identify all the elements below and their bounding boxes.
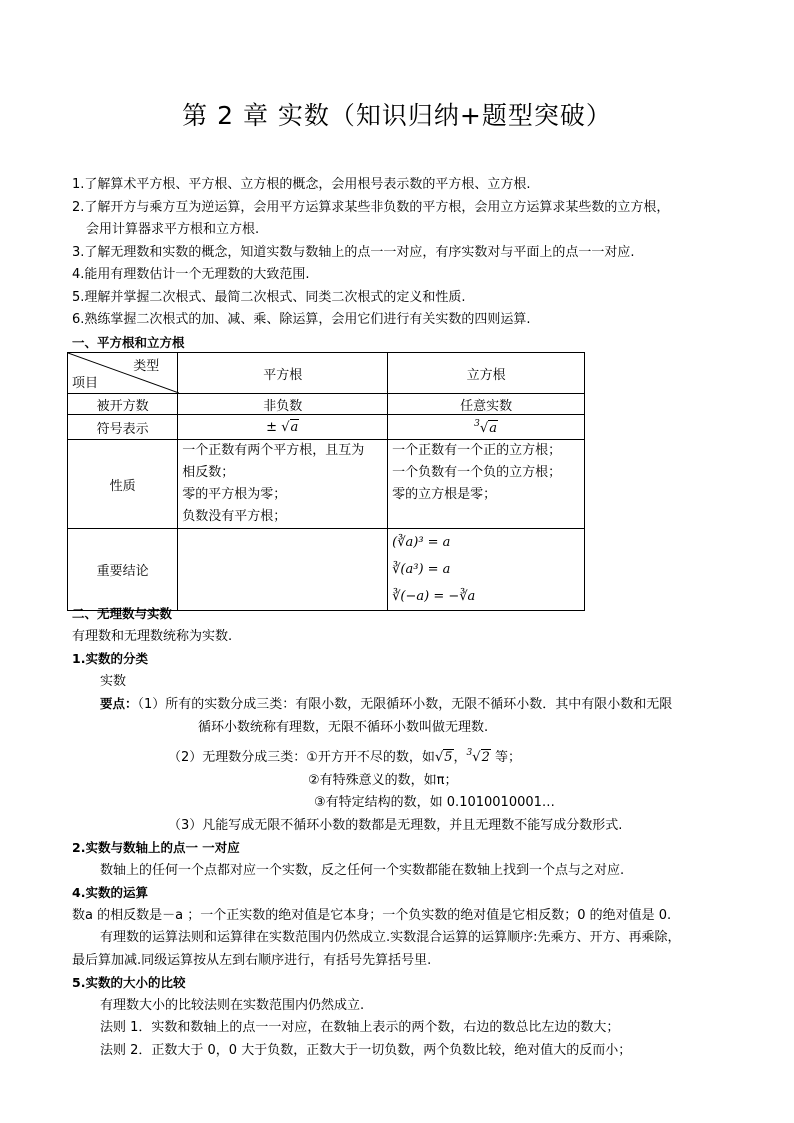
- property-line: 零的立方根是零；: [392, 487, 497, 502]
- text-line: 循环小数统称有理数，无限不循环小数叫做无理数.: [198, 719, 489, 735]
- text-line: （3）凡能写成无限不循环小数的数都是无理数，并且无理数不能写成分数形式.: [168, 817, 623, 833]
- cell-cube-property: [388, 440, 585, 529]
- objective-item: 5.理解并掌握二次根式、最简二次根式、同类二次根式的定义和性质.: [72, 289, 466, 305]
- irrational-types-text: （2）无理数分成三类：①开方开不尽的数，如: [168, 750, 435, 765]
- key-point-text: （1）所有的实数分成三类：有限小数，无限循环小数，无限不循环小数．其中有限小数和无限: [137, 697, 673, 712]
- example-end: 等；: [490, 750, 521, 765]
- objective-item: 1.了解算术平方根、平方根、立方根的概念，会用根号表示数的平方根、立方根.: [72, 177, 531, 192]
- formula-1: (∛a)³ = a: [392, 535, 451, 550]
- section-heading-irrational: 二、无理数与实数: [72, 606, 173, 621]
- cube-index: 3: [474, 418, 480, 429]
- property-line: 一个正数有一个正的立方根；: [392, 443, 562, 458]
- text-line: 最后算加减.同级运算按从左到右顺序进行，有括号先算括号里.: [72, 952, 432, 968]
- roots-table: [67, 352, 585, 611]
- section-irrational-real: [72, 603, 732, 1062]
- text-line: 有理数的运算法则和运算律在实数范围内仍然成立.实数混合运算的运算顺序:先乘方、开方、再乘除，: [100, 930, 681, 945]
- example-radicand-2: 2: [481, 750, 490, 765]
- text-line: 数a 的相反数是－a ；一个正实数的绝对值是它本身；一个负实数的绝对值是它相反数；0 的绝对值是 0.: [72, 907, 672, 923]
- objective-item: 3.了解无理数和实数的概念，知道实数与数轴上的点一一对应，有序实数对与平面上的点一一对应.: [72, 244, 635, 260]
- property-line: 负数没有平方根；: [182, 509, 287, 524]
- cell-sq-property: [178, 440, 388, 529]
- learning-objectives: [72, 174, 732, 332]
- objective-item: 2.了解开方与乘方互为逆运算，会用平方运算求某些非负数的平方根，会用立方运算求某些数的立方根，: [72, 199, 670, 215]
- text-line: 法则 1．实数和数轴上的点一一对应，在数轴上表示的两个数，右边的数总比左边的数大；: [100, 1020, 620, 1035]
- section-intro: 有理数和无理数统称为实数.: [72, 628, 233, 644]
- row-label-radicand: 被开方数: [68, 394, 178, 415]
- cell-sq-conclusion-empty: [178, 529, 388, 611]
- cell-sq-symbol: ± √a: [178, 415, 388, 440]
- cell-sq-radicand: 非负数: [178, 394, 388, 415]
- row-label-symbol: 符号表示: [68, 415, 178, 440]
- text-line: [72, 693, 732, 717]
- key-point-label: 要点：: [100, 696, 138, 711]
- text-line: 有理数大小的比较法则在实数范围内仍然成立.: [100, 997, 365, 1013]
- objective-item: 4.能用有理数估计一个无理数的大致范围.: [72, 267, 310, 282]
- property-line: 零的平方根为零；: [182, 487, 287, 502]
- example-radicand-5: 5: [444, 750, 453, 765]
- header-cube-root: 立方根: [388, 353, 585, 394]
- separator: ，: [453, 750, 467, 765]
- cell-cube-radicand: 任意实数: [388, 394, 585, 415]
- table-corner-cell: [68, 353, 178, 394]
- text-line: 数轴上的任何一个点都对应一个实数，反之任何一个实数都能在数轴上找到一个点与之对应.: [100, 862, 625, 878]
- row-label-conclusion: 重要结论: [68, 529, 178, 611]
- text-line: 实数: [100, 673, 127, 689]
- formula-2: ∛(a³) = a: [392, 562, 451, 577]
- subsection-title-classification: 1.实数的分类: [72, 651, 148, 666]
- cell-cube-conclusion: [388, 529, 585, 611]
- corner-label-item: 项目: [72, 376, 99, 391]
- cube-radicand: a: [489, 420, 497, 436]
- plus-minus-sign: ±: [266, 419, 278, 435]
- text-line: ③有特定结构的数，如 0.1010010001…: [314, 795, 555, 810]
- text-line: ②有特殊意义的数，如π；: [308, 772, 458, 788]
- objective-item-continued: 会用计算器求平方根和立方根.: [86, 222, 260, 237]
- example-index-3: 3: [466, 748, 473, 758]
- property-line: 一个负数有一个负的立方根；: [392, 465, 562, 480]
- formula-3: ∛(−a) = −∛a: [392, 589, 476, 604]
- subsection-title-operations: 4.实数的运算: [72, 885, 148, 900]
- page-title: 第 2 章 实数（知识归纳+题型突破）: [182, 101, 612, 130]
- subsection-title-number-line: 2.实数与数轴上的点一 一对应: [72, 840, 240, 855]
- section-heading-roots: 一、平方根和立方根: [72, 335, 185, 350]
- row-label-property: 性质: [68, 440, 178, 529]
- property-line: 一个正数有两个平方根，且互为: [182, 443, 365, 458]
- corner-label-type: 类型: [133, 359, 160, 374]
- property-line: 相反数；: [182, 465, 235, 480]
- cell-cube-symbol: $^3$√a: [388, 415, 585, 440]
- header-square-root: 平方根: [178, 353, 388, 394]
- text-line: （2）无理数分成三类：①开方开不尽的数，如√5，$^3$√2 等；: [168, 748, 521, 765]
- text-line: 法则 2．正数大于 0，0 大于负数，正数大于一切负数，两个负数比较，绝对值大的反而小；: [100, 1042, 632, 1058]
- subsection-title-comparison: 5.实数的大小的比较: [72, 975, 186, 990]
- objective-item: 6.熟练掌握二次根式的加、减、乘、除运算，会用它们进行有关实数的四则运算.: [72, 312, 531, 327]
- sq-radicand: a: [290, 419, 299, 435]
